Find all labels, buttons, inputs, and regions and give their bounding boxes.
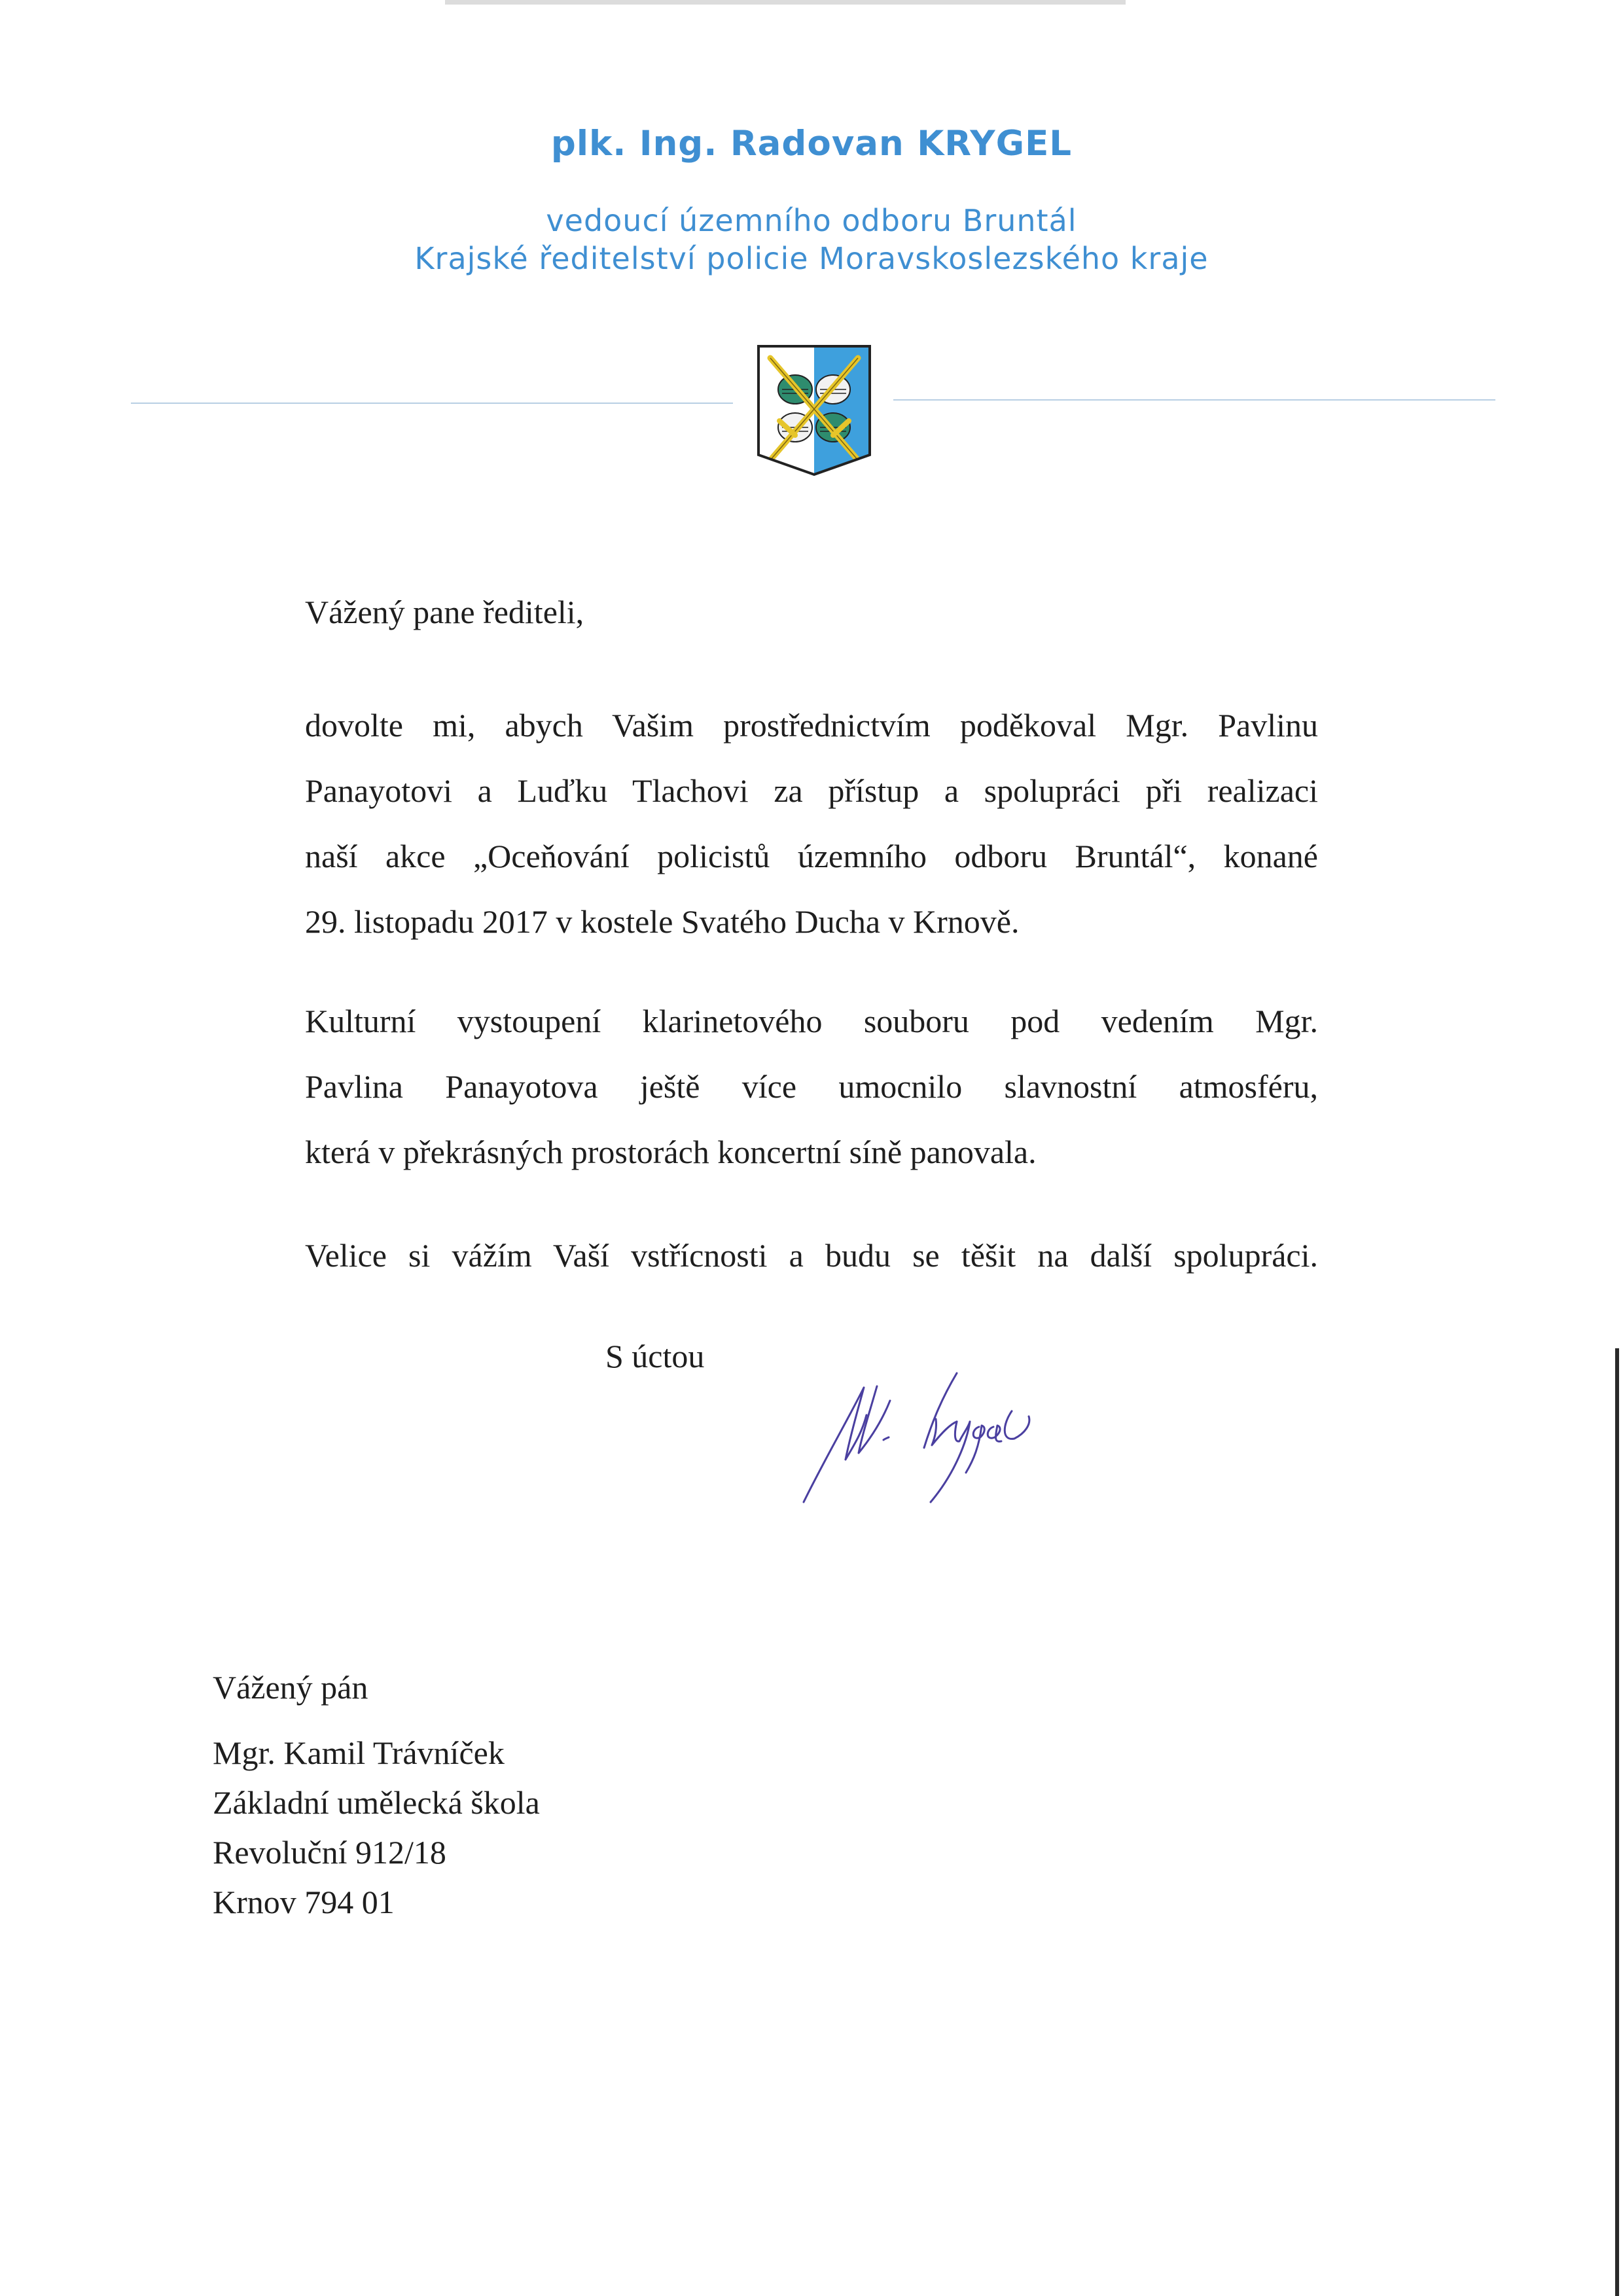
letterhead-rule-right [893,399,1495,401]
letterhead-rule-left [131,403,733,404]
sender-position [0,202,1623,278]
recipient-address [213,1662,540,1927]
scan-edge-top [445,0,1126,5]
scan-edge-right [1615,1348,1619,2296]
letter-closing: S úctou [605,1338,705,1374]
paragraph-2-line-3: která v překrásných prostorách koncertní síně panovala. [305,1134,1037,1170]
letter-paragraph-3 [305,1223,1318,1288]
paragraph-2-line-1: Kulturní vystoupení klarinetového souboru pod vedením Mgr. [305,1003,1318,1039]
letter-salutation: Vážený pane řediteli, [305,594,584,630]
paragraph-2-line-2: Pavlina Panayotova ještě více umocnilo slavnostní atmosféru, [305,1068,1318,1105]
recipient-greeting: Vážený pán [213,1669,368,1706]
letter-paragraph-2 [305,988,1318,1185]
police-coat-of-arms-icon [756,344,872,476]
paragraph-1-line-1: dovolte mi, abych Vašim prostřednictvím poděkoval Mgr. Pavlinu [305,707,1318,744]
sender-position-line-2: Krajské ředitelství policie Moravskoslezského kraje [414,241,1209,276]
sender-name: plk. Ing. Radovan KRYGEL [550,124,1073,164]
sender-position-line-1: vedoucí územního odboru Bruntál [546,203,1077,238]
letterhead [0,118,1623,278]
recipient-name: Mgr. Kamil Trávníček [213,1734,505,1771]
paragraph-1-line-2: Panayotovi a Luďku Tlachovi za přístup a spolupráci při realizaci [305,772,1318,809]
paragraph-1-line-3: naší akce „Oceňování policistů územního odboru Bruntál“, konané [305,838,1318,874]
letter-paragraph-1 [305,692,1318,954]
handwritten-signature-icon [785,1361,1060,1518]
recipient-city: Krnov 794 01 [213,1884,395,1920]
paragraph-3-line-1: Velice si vážím Vaší vstřícnosti a budu se těšit na další spolupráci. [305,1237,1318,1274]
recipient-institution: Základní umělecká škola [213,1784,540,1821]
paragraph-1-line-4: 29. listopadu 2017 v kostele Svatého Ducha v Krnově. [305,903,1020,940]
recipient-street: Revoluční 912/18 [213,1834,446,1871]
